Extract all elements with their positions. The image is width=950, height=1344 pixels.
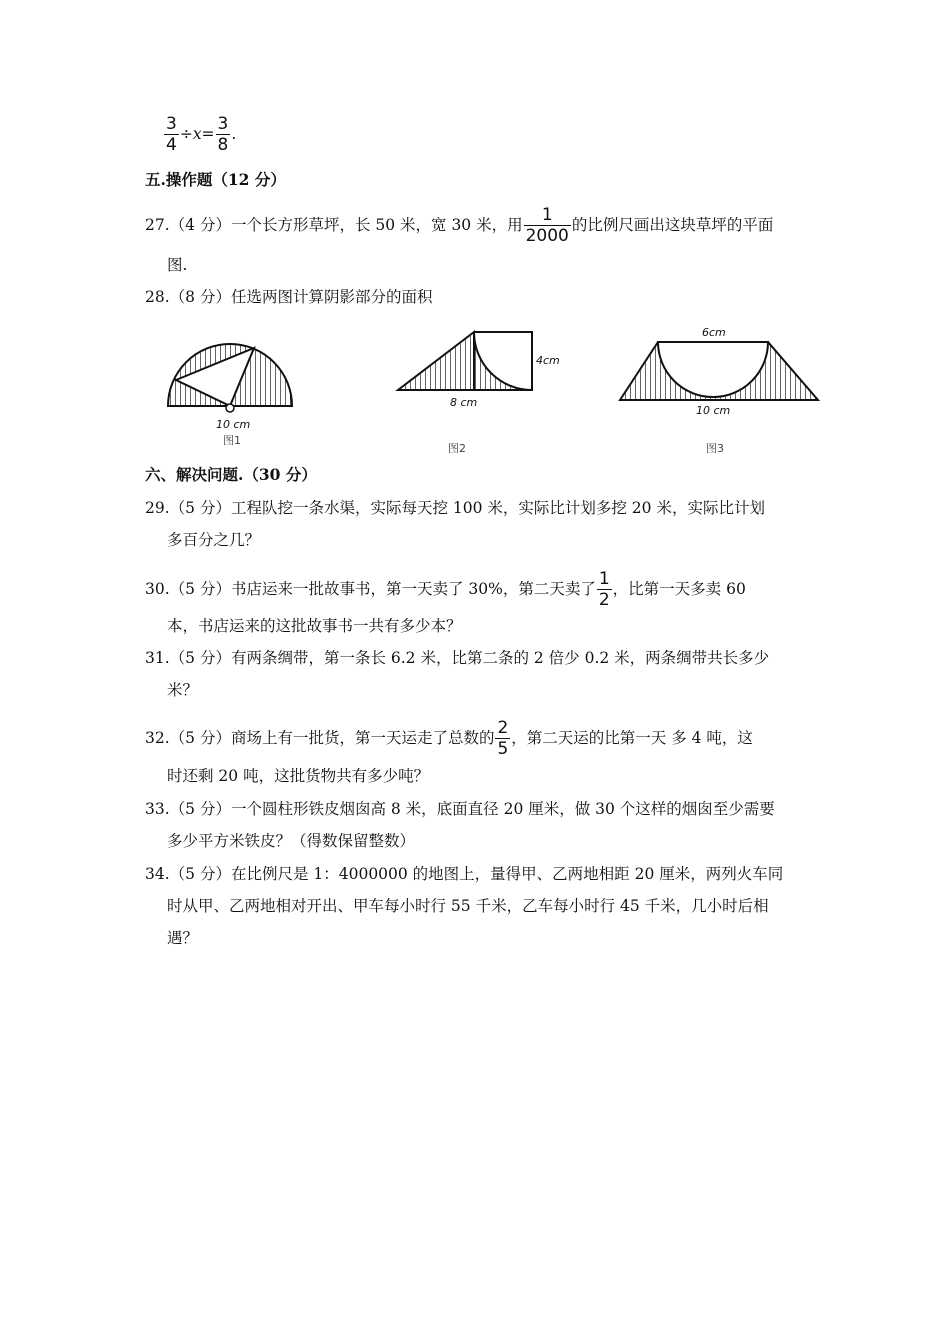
fraction-denominator: 4: [166, 135, 177, 155]
figure-1: [168, 344, 292, 447]
fraction-scale: [524, 207, 571, 245]
fraction-three-quarters: [164, 116, 179, 154]
question-32: [145, 720, 753, 758]
fraction-numerator: 2: [497, 718, 509, 738]
question-30-suffix: ，比第一天多卖 60: [612, 580, 746, 598]
fraction-numerator: 1: [598, 569, 610, 589]
figure-3: [620, 326, 818, 455]
question-33-line-2: 多少平方米铁皮？（得数保留整数）: [167, 832, 416, 850]
question-29: 29.（5 分）工程队挖一条水渠，实际每天挖 100 米，实际比计划多挖 20 米，实际比计划: [145, 499, 765, 517]
fraction-denominator: 2: [598, 590, 610, 610]
fraction-denominator: 5: [497, 739, 509, 759]
question-27-prefix: 27.（4 分）一个长方形草坪，长 50 米，宽 30 米，用: [145, 216, 523, 234]
fraction-numerator: 3: [217, 114, 229, 134]
question-31: 31.（5 分）有两条绸带，第一条长 6.2 米，比第二条的 2 倍少 0.2 米，两条绸带共长多少: [145, 649, 770, 667]
geometry-figures: [150, 320, 830, 460]
figure-3-top-label: 6cm: [702, 326, 726, 339]
question-34-line-2: 时从甲、乙两地相对开出、甲车每小时行 55 千米，乙车每小时行 45 千米，几小时后相: [167, 897, 769, 915]
figure-2-height-label: 4cm: [536, 354, 560, 367]
fraction-two-fifths: [495, 720, 510, 758]
fraction-numerator: 1: [524, 207, 571, 226]
question-29-line-2: 多百分之几？: [167, 531, 261, 549]
question-32-prefix: 32.（5 分）商场上有一批货，第一天运走了总数的: [145, 729, 495, 747]
fraction-denominator: 2000: [525, 226, 569, 246]
equation-line: [163, 116, 236, 154]
figure-2-caption: 图2: [448, 442, 466, 455]
figure-3-bottom-label: 10 cm: [696, 404, 731, 417]
figure-2-base-label: 8 cm: [450, 396, 478, 409]
question-30-prefix: 30.（5 分）书店运来一批故事书，第一天卖了 30%，第二天卖了: [145, 580, 596, 598]
question-27: [145, 207, 773, 245]
figure-1-caption: 图1: [223, 434, 241, 447]
fraction-one-half: [597, 571, 612, 609]
figure-2: [398, 332, 560, 455]
figure-3-caption: 图3: [706, 442, 724, 455]
question-27-suffix: 的比例尺画出这块草坪的平面: [571, 216, 774, 234]
question-34: 34.（5 分）在比例尺是 1：4000000 的地图上，量得甲、乙两地相距 20 厘米，两列火车同: [145, 865, 784, 883]
fraction-numerator: 3: [166, 114, 177, 134]
question-30-line-2: 本，书店运来的这批故事书一共有多少本？: [167, 617, 462, 635]
section-6-heading: 六、解决问题.（30 分）: [145, 465, 317, 484]
section-5-heading: 五.操作题（12 分）: [145, 170, 286, 189]
question-32-line-2: 时还剩 20 吨，这批货物共有多少吨？: [167, 767, 430, 785]
question-32-suffix: ，第二天运的比第一天 多 4 吨，这: [511, 729, 753, 747]
question-34-line-3: 遇？: [167, 929, 199, 947]
figure-1-label: 10 cm: [216, 418, 251, 431]
question-28: 28.（8 分）任选两图计算阴影部分的面积: [145, 288, 433, 306]
question-33: 33.（5 分）一个圆柱形铁皮烟囱高 8 米，底面直径 20 厘米，做 30 个这样的烟囱至少需要: [145, 800, 775, 818]
fraction-denominator: 8: [217, 135, 229, 155]
fraction-three-eighths: [216, 116, 231, 154]
equation-operator: ÷x=: [179, 125, 215, 143]
question-30: [145, 571, 746, 609]
question-31-line-2: 米？: [167, 681, 199, 699]
equation-end: .: [231, 125, 237, 143]
question-27-line-2: 图.: [167, 256, 188, 274]
